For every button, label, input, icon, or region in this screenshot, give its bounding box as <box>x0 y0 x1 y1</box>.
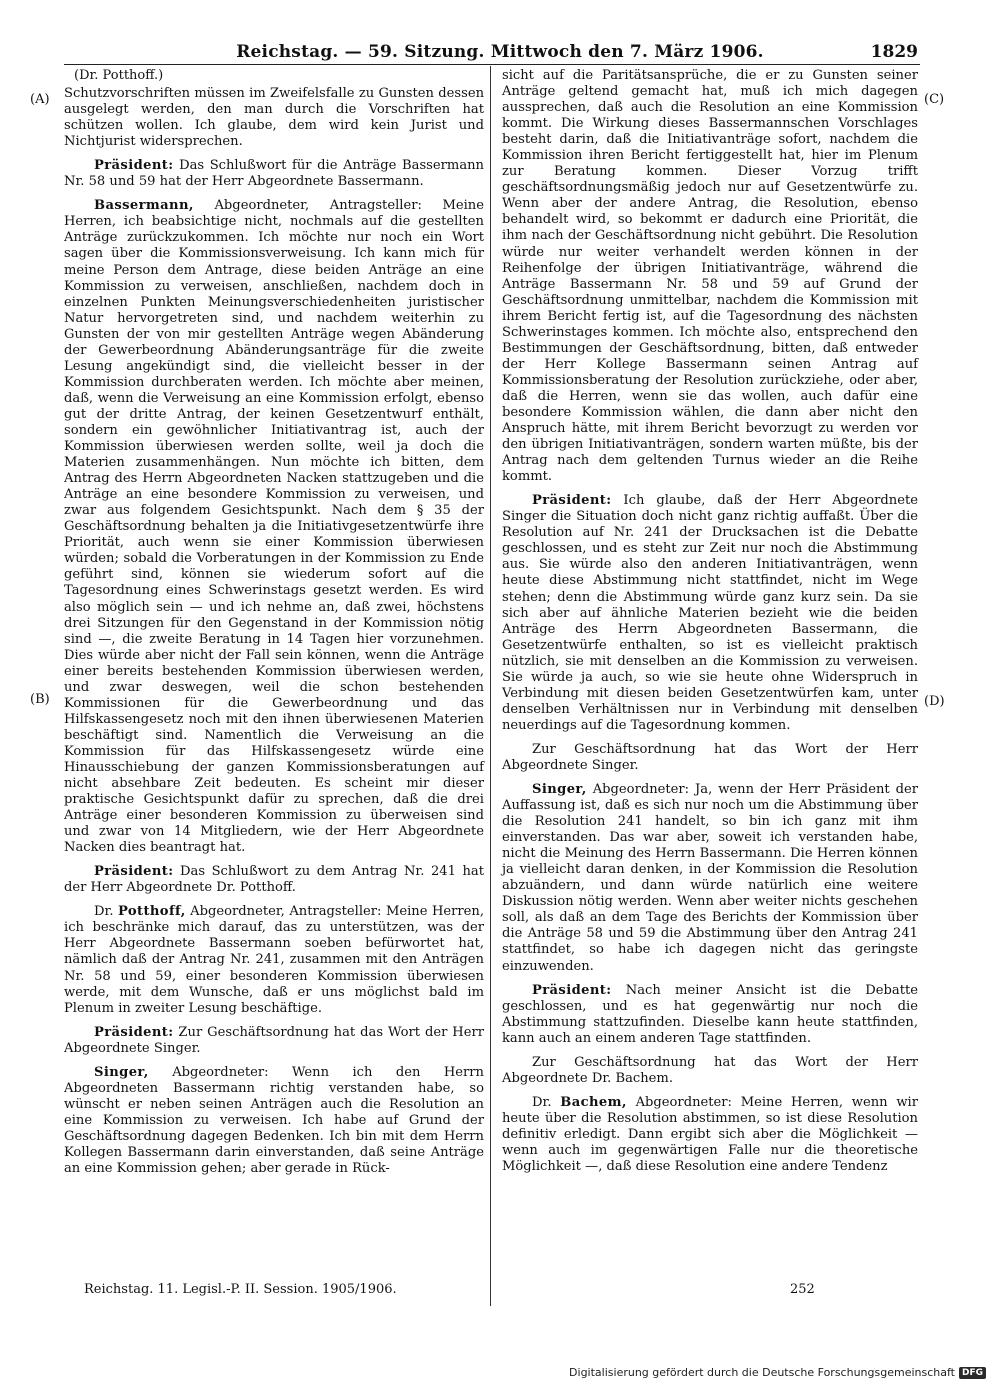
digitization-text: Digitalisierung gefördert durch die Deutsche Forschungsgemeinschaft <box>569 1366 955 1379</box>
paragraph: Singer, Abgeordneter: Wenn ich den Herrn Abgeordneten Bassermann richtig verstanden habe, so wünscht er neben seinen Anträgen auch die Resolution an eine Kommission zu verweisen. Ich habe auf Grund der Geschäftsordnung dagegen Bedenken. Ich bin mit dem Herrn Kollegen Bassermann darin einverstanden, daß seine Anträge an eine Kommission gehen; aber gerade in Rück- <box>64 1064 484 1177</box>
running-header <box>0 42 1000 70</box>
paragraph: Schutzvorschriften müssen im Zweifelsfalle zu Gunsten dessen ausgelegt werden, den man durch die Vorschriften hat schützen wollen. Ich glaube, dem wird kein Jurist und Nichtjurist widersprechen. <box>64 86 484 150</box>
sheet-number: 252 <box>790 1282 815 1297</box>
header-rule <box>64 64 920 65</box>
paragraph: Dr. Bachem, Abgeordneter: Meine Herren, wenn wir heute über die Resolution abstimmen, so ist diese Resolution definitiv erledigt. Dann ergibt sich aber die Möglichkeit — wenn auch im gegenwärtigen Falle nur die theoretische Möglichkeit —, daß diese Resolution eine andere Tendenz <box>502 1094 918 1175</box>
speaker-name: Singer, <box>532 782 587 798</box>
paragraph: Bassermann, Abgeordneter, Antragsteller: Meine Herren, ich beabsichtige nicht, nochmals auf die gestellten Anträge zurückzukommen. Ich möchte nur noch ein Wort sagen über die Kommissionsverweisung. Ich kann mich für meine Person dem Antrage, diese beiden Anträge an eine Kommission zu verweisen, anschließen, nachdem doch in einzelnen Punkten Meinungsverschiedenheiten juristischer Natur hervorgetreten sind, und nachdem weiterhin zu Gunsten der von mir gestellten Anträge wegen Abänderung der Gewerbeordnung Abänderungsanträge für die zweite Lesung angekündigt sind, die vielleicht besser in der Kommission durchberaten werden. Ich möchte aber meinen, daß, wenn die Verweisung an eine Kommission erfolgt, ebenso gut der dritte Antrag, der keinen Gesetzentwurf enthält, sondern ein gewöhnlicher Initiativantrag ist, auch der Kommission überwiesen werden sollte, weil ja doch die Materien zusammenhängen. Nun möchte ich bitten, dem Antrag des Herrn Abgeordneten Nacken stattzugeben und die Anträge an eine besondere Kommission zu verweisen, und zwar aus folgendem Gesichtspunkt. Nach dem § 35 der Geschäftsordnung behalten ja die Initiativgesetzentwürfe ihre Priorität, auch wenn sie einer Kommission überwiesen würden; sobald die Vorberatungen in der Kommission zu Ende geführt sind, können sie wiederum sofort auf die Tagesordnung eines Schwerinstags gesetzt werden. Es wird also möglich sein — und ich nehme an, daß zwei, höchstens drei Sitzungen für den Gegenstand in der Kommission nötig sind —, die zweite Beratung in 14 Tagen hier vorzunehmen. Dies würde aber nicht der Fall sein können, wenn die Anträge einer bereits bestehenden Kommission überwiesen werden, und zwar deswegen, weil die schon bestehenden Kommissionen für die Gewerbeordnung und das Hilfskassengesetz noch mit den ihnen überwiesenen Materien beschäftigt sind. Namentlich die Verweisung an die Kommission für das Hilfskassengesetz würde eine Hinausschiebung der ganzen Kommissionsberatungen auf nicht absehbare Zeit bedeuten. Es scheint mir dieser praktische Gesichtspunkt dafür zu sprechen, daß die drei Anträge einer besonderen Kommission zu überweisen sind und zwar von 14 Mitgliedern, wie der Herr Abgeordnete Nacken dies beantragt hat. <box>64 198 484 856</box>
paragraph: Präsident: Ich glaube, daß der Herr Abgeordnete Singer die Situation doch nicht ganz richtig auffaßt. Über die Resolution auf Nr. 241 der Drucksachen ist die Debatte geschlossen, und es steht zur Zeit nur noch die Abstimmung aus. Sie würde also den anderen Initiativanträgen, wenn heute diese Abstimmung nicht stattfindet, nicht im Wege stehen; denn die Abstimmung würde ganz kurz sein. Da sie sich aber auf ähnliche Materien bezieht wie die beiden Anträge des Herrn Abgeordneten Bassermann, die Gesetzentwürfe enthalten, so ist es vielleicht praktisch nützlich, sie mit denselben an die Kommission zu verweisen. Sie würde ja auch, so wie sie heute ohne Widerspruch in Verbindung mit diesen beiden Gesetzentwürfen kam, unter denselben Verhältnissen nur in Verbindung mit denselben neuerdings auf die Tagesordnung kommen. <box>502 493 918 733</box>
running-title: Reichstag. — 59. Sitzung. Mittwoch den 7. März 1906. <box>236 42 764 62</box>
paragraph: Präsident: Das Schlußwort für die Anträge Bassermann Nr. 58 und 59 hat der Herr Abgeordnete Bassermann. <box>64 158 484 190</box>
paragraph: Zur Geschäftsordnung hat das Wort der Herr Abgeordnete Dr. Bachem. <box>502 1054 918 1086</box>
speaker-name: Präsident: <box>94 1024 174 1040</box>
margin-mark-b: (B) <box>30 692 50 707</box>
digitization-credit <box>569 1366 986 1379</box>
paragraph: Dr. Potthoff, Abgeordneter, Antragsteller: Meine Herren, ich beschränke mich darauf, das zu unterstützen, was der Herr Abgeordnete Bassermann soeben befürwortet hat, nämlich daß der Antrag Nr. 241, zusammen mit den Anträgen Nr. 58 und 59, einer besonderen Kommission überwiesen werde, mit dem Wunsche, daß er uns möglichst bald im Plenum in zweiter Lesung beschäftige. <box>64 904 484 1016</box>
page-number: 1829 <box>870 42 918 62</box>
paragraph: Präsident: Nach meiner Ansicht ist die Debatte geschlossen, und es hat gegenwärtig nur noch die Abstimmung stattzufinden. Dieselbe kann heute stattfinden, kann auch an einem anderen Tage stattfinden. <box>502 982 918 1046</box>
dfg-logo: DFG <box>959 1367 986 1379</box>
continued-speaker-tag: (Dr. Potthoff.) <box>74 68 164 83</box>
speaker-name: Präsident: <box>94 864 174 880</box>
speaker-name: Präsident: <box>94 158 174 174</box>
margin-mark-d: (D) <box>924 694 945 709</box>
speaker-name: Singer, <box>94 1064 149 1080</box>
paragraph: Zur Geschäftsordnung hat das Wort der Herr Abgeordnete Singer. <box>502 741 918 773</box>
paragraph: Präsident: Zur Geschäftsordnung hat das Wort der Herr Abgeordnete Singer. <box>64 1024 484 1056</box>
speaker-name: Bassermann, <box>94 198 194 214</box>
paragraph: sicht auf die Paritätsansprüche, die er zu Gunsten seiner Anträge geltend gemacht hat, muß ich mich dagegen aussprechen, daß auch die Resolution an eine Kommission kommt. Die Wirkung dieses Bassermannschen Vorschlages besteht darin, daß die Initiativanträge sofort, nachdem die Kommission ihren Bericht fertiggestellt hat, hier im Plenum zur Beratung kommen. Dieser Vorzug trifft geschäftsordnungsmäßig jedoch nur auf Gesetzentwürfe zu. Wenn aber der andere Antrag, die Resolution, ebenso behandelt wird, so bekommt er dadurch eine Priorität, die ihm nach der Geschäftsordnung nicht gebührt. Die Resolution würde nur weiter verhandelt werden können in der Reihenfolge der übrigen Initiativanträge, während die Anträge Bassermann Nr. 58 und 59 auf Grund der Geschäftsordnung unmittelbar, nachdem die Kommission mit ihrem Bericht fertig ist, auf die Tagesordnung des nächsten Schwerinstages kommen. Ich möchte also, entsprechend den Bestimmungen der Geschäftsordnung, bitten, daß entweder der Herr Kollege Bassermann seinen Antrag auf Kommissionsberatung der Resolution zurückziehe, oder aber, daß die Herren, wenn sie das wollen, auch dafür eine besondere Kommission wählen, die dann aber nicht den Anspruch hätte, mit ihrem Bericht bevorzugt zu werden vor den übrigen Initiativanträgen, sondern warten müßte, bis der Antrag nach dem geltenden Turnus wieder an die Reihe kommt. <box>502 68 918 485</box>
speaker-name: Präsident: <box>532 493 612 509</box>
right-column <box>502 68 918 1183</box>
left-column <box>64 68 484 1185</box>
speaker-name: Potthoff, <box>117 904 186 920</box>
paragraph: Singer, Abgeordneter: Ja, wenn der Herr Präsident der Auffassung ist, daß es sich nur noch um die Abstimmung über die Resolution 241 handelt, so bin ich ganz mit ihm einverstanden. Das war aber, soweit ich verstanden habe, nicht die Meinung des Herrn Bassermann. Die Herren können ja vielleicht daran denken, in der Kommission die Resolution abzuändern, und dann würde natürlich eine weitere Diskussion nötig werden. Wenn aber weiter nichts geschehen soll, als daß an dem Tage des Berichts der Kommission über die Anträge 58 und 59 die Abstimmung über den Antrag 241 stattfindet, so habe ich dagegen nicht das geringste einzuwenden. <box>502 782 918 974</box>
speaker-name: Präsident: <box>532 982 612 998</box>
margin-mark-c: (C) <box>924 92 945 107</box>
margin-mark-a: (A) <box>30 92 50 107</box>
column-divider <box>490 66 491 1306</box>
paragraph: Präsident: Das Schlußwort zu dem Antrag Nr. 241 hat der Herr Abgeordnete Dr. Potthoff. <box>64 864 484 896</box>
session-footer: Reichstag. 11. Legisl.-P. II. Session. 1905/1906. <box>84 1282 397 1297</box>
speaker-name: Bachem, <box>560 1094 627 1110</box>
